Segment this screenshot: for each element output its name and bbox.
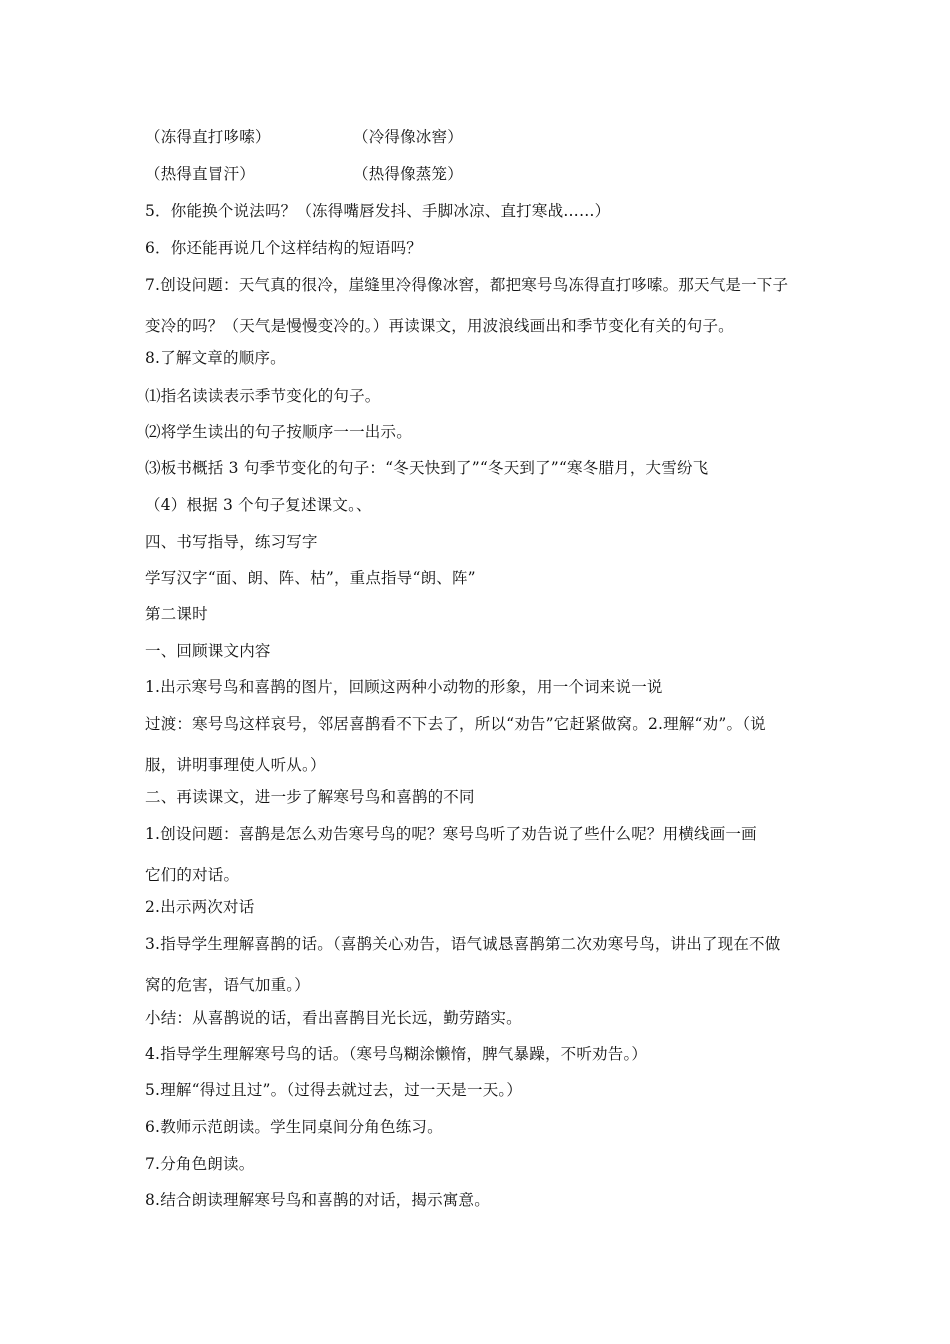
phrase-pair-row	[145, 164, 815, 184]
paragraph-line: （4）根据 3 个句子复述课文。、	[145, 496, 372, 514]
phrase-pair-row	[145, 127, 815, 147]
phrase-right: （冷得像冰窖）	[353, 128, 463, 146]
paragraph-line: ⑵将学生读出的句子按顺序一一出示。	[145, 423, 412, 441]
phrase-right: （热得像蒸笼）	[353, 165, 463, 183]
summary-line: 小结：从喜鹊说的话，看出喜鹊目光长远，勤劳踏实。	[145, 1009, 522, 1027]
phrase-left: （冻得直打哆嗦）	[145, 128, 271, 146]
paragraph-line: 过渡：寒号鸟这样哀号，邻居喜鹊看不下去了，所以“劝告”它赶紧做窝。2.理解“劝”。（说	[145, 715, 766, 733]
paragraph-line: 服，讲明事理使人听从。）	[145, 756, 326, 774]
paragraph-line: 6．你还能再说几个这样结构的短语吗？	[145, 239, 422, 257]
paragraph-line: 变冷的吗？（天气是慢慢变冷的。）再读课文，用波浪线画出和季节变化有关的句子。	[145, 317, 734, 335]
phrase-left: （热得直冒汗）	[145, 165, 255, 183]
paragraph-line: 6.教师示范朗读。学生同桌间分角色练习。	[145, 1118, 443, 1136]
lesson-heading: 第二课时	[145, 605, 208, 623]
section-subheading: 8.了解文章的顺序。	[145, 349, 286, 367]
paragraph-line: 5．你能换个说法吗？（冻得嘴唇发抖、手脚冰凉、直打寒战……）	[145, 202, 611, 220]
paragraph-line: 学写汉字“面、朗、阵、枯”，重点指导“朗、阵”	[145, 569, 476, 587]
section-heading: 四、书写指导，练习写字	[145, 533, 318, 551]
paragraph-line: 8.结合朗读理解寒号鸟和喜鹊的对话，揭示寓意。	[145, 1191, 490, 1209]
paragraph-line: 它们的对话。	[145, 866, 240, 884]
paragraph-line: 4.指导学生理解寒号鸟的话。（寒号鸟糊涂懒惰，脾气暴躁，不听劝告。）	[145, 1045, 648, 1063]
paragraph-line: 1.出示寒号鸟和喜鹊的图片，回顾这两种小动物的形象，用一个词来说一说	[145, 678, 663, 696]
paragraph-line: 3.指导学生理解喜鹊的话。（喜鹊关心劝告，语气诚恳喜鹊第二次劝寒号鸟，讲出了现在不做	[145, 935, 781, 953]
section-heading: 一、回顾课文内容	[145, 642, 271, 660]
paragraph-line: ⑶板书概括 3 句季节变化的句子：“冬天快到了”“冬天到了”“寒冬腊月，大雪纷飞	[145, 459, 709, 477]
paragraph-line: 窝的危害，语气加重。）	[145, 976, 310, 994]
paragraph-line: ⑴指名读读表示季节变化的句子。	[145, 387, 381, 405]
section-heading: 二、再读课文，进一步了解寒号鸟和喜鹊的不同	[145, 788, 475, 806]
paragraph-line: 1.创设问题：喜鹊是怎么劝告寒号鸟的呢？寒号鸟听了劝告说了些什么呢？用横线画一画	[145, 825, 757, 843]
paragraph-line: 5.理解“得过且过”。（过得去就过去，过一天是一天。）	[145, 1081, 523, 1099]
paragraph-line: 7.分角色朗读。	[145, 1155, 255, 1173]
paragraph-line: 7.创设问题：天气真的很冷，崖缝里冷得像冰窖，都把寒号鸟冻得直打哆嗦。那天气是一下子	[145, 276, 789, 294]
paragraph-line: 2.出示两次对话	[145, 898, 255, 916]
